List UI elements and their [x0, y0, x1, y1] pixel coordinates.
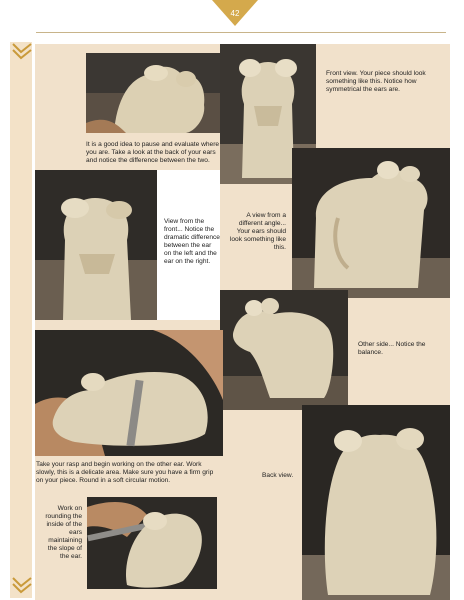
- page-number: 42: [230, 9, 240, 18]
- photo-different-angle: [292, 148, 450, 298]
- caption-evaluate: It is a good idea to pause and evaluate where you are. Take a look at the back of your ears and notice the difference between the two.: [86, 141, 220, 164]
- caption-other-side: Other side... Notice the balance.: [358, 341, 426, 356]
- caption-different-angle: A view from a different angle... Your ears should look something like this.: [229, 212, 286, 251]
- chevron-ornament-bottom: [10, 574, 34, 598]
- photo-other-side: [220, 290, 348, 410]
- photo-front-compare: [35, 170, 157, 320]
- photo-back-of-ears: [86, 53, 224, 133]
- photo-rasp-work: [35, 330, 223, 456]
- caption-front-compare: View from the front... Notice the dramatic difference between the ear on the left and the ear on the right.: [164, 218, 220, 265]
- caption-rasp: Take your rasp and begin working on the other ear. Work slowly, this is a delicate area. Make sure you have a firm grip on your piece. Round in a soft circular motion.: [36, 461, 214, 484]
- photo-rounding-ears: [87, 497, 217, 589]
- caption-front-view: Front view. Your piece should look something like this. Notice how symmetrical the ears are.: [326, 70, 426, 93]
- chevron-ornament-top: [10, 42, 34, 66]
- caption-back-view: Back view.: [262, 472, 294, 479]
- caption-rounding: Work on rounding the inside of the ears maintaining the slope of the ear.: [45, 505, 82, 560]
- left-border-stripe: [10, 42, 32, 598]
- header-rule: [36, 32, 446, 33]
- panel-left-mid: [35, 320, 225, 330]
- photo-back-view: [302, 405, 450, 600]
